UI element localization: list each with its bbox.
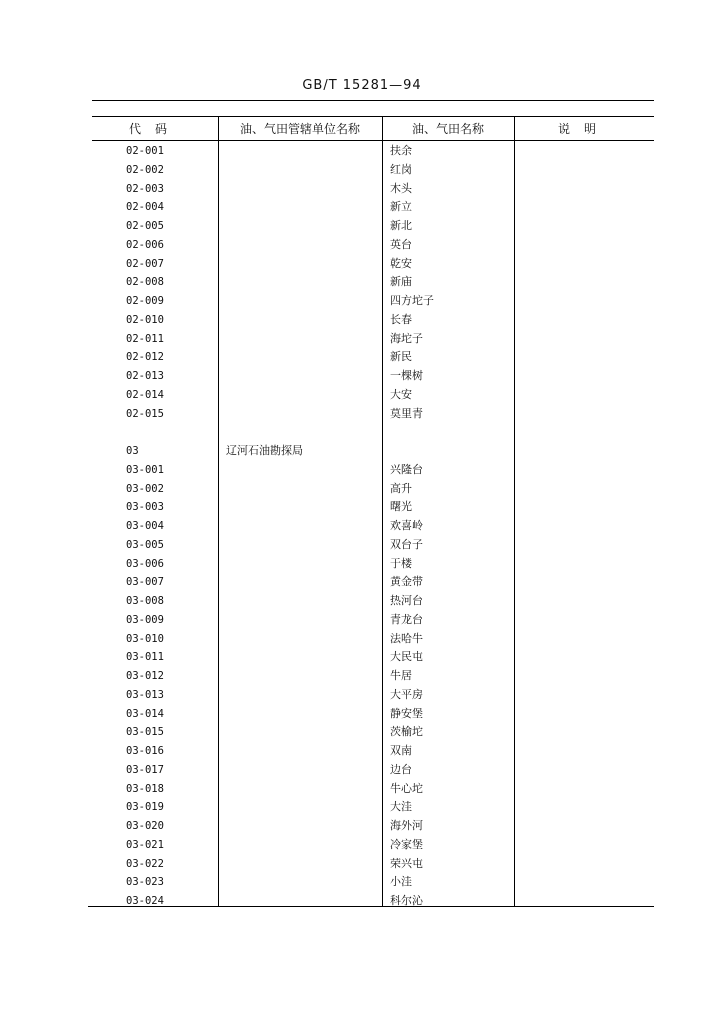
row-code: 02-015 (126, 407, 164, 420)
row-code: 03-004 (126, 520, 164, 532)
row-field-name: 大平房 (390, 687, 423, 701)
row-field-name: 双台子 (390, 537, 423, 551)
header-code: 代码 (128, 122, 181, 136)
row-code: 02-009 (126, 295, 164, 307)
table-body (92, 142, 654, 911)
row-code: 03-006 (126, 557, 164, 570)
table-row (92, 723, 654, 742)
row-field-name: 红岗 (390, 162, 412, 176)
row-field-name: 四方坨子 (390, 294, 434, 307)
row-field-name: 牛居 (390, 669, 412, 682)
row-code: 03-021 (126, 838, 164, 851)
row-field-name: 海外河 (390, 819, 423, 832)
table-row (92, 817, 654, 836)
row-field-name: 新庙 (390, 275, 412, 289)
row-field-name: 新北 (390, 219, 412, 232)
row-code: 03-018 (126, 782, 164, 795)
table-row (92, 180, 654, 199)
row-field-name: 莫里青 (390, 406, 423, 420)
row-field-name: 大民屯 (390, 650, 423, 664)
row-field-name: 兴隆台 (390, 462, 423, 476)
table-row (92, 555, 654, 574)
table-row (92, 592, 654, 611)
row-code: 03-016 (126, 745, 164, 757)
row-field-name: 荣兴屯 (390, 856, 423, 870)
table-row (92, 348, 654, 367)
row-code: 02-001 (126, 145, 164, 157)
row-code: 03-022 (126, 857, 164, 870)
row-field-name: 冷家堡 (390, 837, 423, 851)
table-row (92, 217, 654, 236)
table-row (92, 517, 654, 536)
row-code: 02-002 (126, 163, 164, 176)
table-row (92, 330, 654, 349)
table-row (92, 498, 654, 517)
row-code: 03 (126, 445, 139, 457)
header-note: 说明 (557, 122, 610, 136)
row-code: 03-007 (126, 576, 164, 589)
table-row (92, 780, 654, 799)
table-row (92, 873, 654, 892)
header-field-name: 油、气田名称 (411, 122, 484, 136)
row-code: 02-004 (126, 201, 164, 214)
row-field-name: 青龙台 (390, 612, 423, 626)
table-row (92, 798, 654, 817)
table-row (92, 236, 654, 255)
table-row (92, 761, 654, 780)
document-code: GB/T 15281—94 (302, 78, 422, 93)
table-row (92, 705, 654, 724)
row-code: 02-010 (126, 313, 164, 326)
row-code: 03-001 (126, 463, 164, 476)
row-code: 03-009 (126, 613, 164, 626)
row-field-name: 欢喜岭 (390, 519, 423, 532)
row-field-name: 法哈牛 (390, 631, 423, 645)
table-row (92, 480, 654, 499)
row-code: 03-014 (126, 707, 164, 720)
row-field-name: 一棵树 (390, 369, 423, 382)
row-code: 03-012 (126, 670, 164, 682)
row-code: 02-008 (126, 276, 164, 289)
row-code: 03-003 (126, 501, 164, 514)
row-code: 02-013 (126, 370, 164, 382)
row-field-name: 于楼 (390, 556, 412, 570)
table-row (92, 536, 654, 555)
table-row (92, 405, 654, 424)
table-row (92, 742, 654, 761)
table-header (92, 118, 654, 140)
row-field-name: 黄金带 (390, 575, 423, 589)
table-row (92, 611, 654, 630)
row-field-name: 新民 (390, 350, 412, 364)
table-row (92, 311, 654, 330)
header-bottom-border (92, 140, 654, 141)
table-row (92, 648, 654, 667)
row-code: 02-007 (126, 257, 164, 270)
row-code: 02-006 (126, 238, 164, 251)
row-field-name: 边台 (390, 762, 412, 776)
row-code: 03-020 (126, 820, 164, 832)
table-row (92, 142, 654, 161)
table-row (92, 161, 654, 180)
row-field-name: 海坨子 (390, 331, 423, 345)
table-row (92, 686, 654, 705)
row-code: 03-017 (126, 763, 164, 776)
table-row (92, 292, 654, 311)
row-code: 03-008 (126, 595, 164, 607)
row-code: 03-005 (126, 538, 164, 551)
table-row (92, 198, 654, 217)
top-rule (92, 100, 654, 101)
row-field-name: 静安堡 (390, 706, 423, 720)
row-code: 02-011 (126, 332, 164, 345)
table-row (92, 273, 654, 292)
row-field-name: 科尔沁 (390, 894, 423, 907)
row-code: 03-015 (126, 726, 164, 739)
table-row (92, 423, 654, 442)
table-row (92, 367, 654, 386)
row-field-name: 茨榆坨 (390, 725, 423, 739)
row-field-name: 木头 (390, 181, 412, 195)
row-field-name: 长春 (390, 312, 412, 326)
row-code: 02-012 (126, 351, 164, 364)
row-field-name: 大洼 (390, 800, 412, 814)
header-top-border (92, 116, 654, 117)
table-row (92, 855, 654, 874)
row-field-name: 英台 (390, 237, 412, 251)
row-code: 02-003 (126, 182, 164, 195)
row-field-name: 高升 (390, 481, 412, 495)
header-unit: 油、气田管辖单位名称 (239, 122, 360, 136)
table-row (92, 573, 654, 592)
table-row (92, 255, 654, 274)
row-code: 03-002 (126, 482, 164, 495)
row-field-name: 曙光 (390, 500, 412, 514)
row-field-name: 双南 (390, 744, 412, 757)
table-row (92, 836, 654, 855)
table-row (92, 461, 654, 480)
row-code: 02-014 (126, 388, 164, 401)
row-unit: 辽河石油勘探局 (226, 444, 303, 457)
row-field-name: 热河台 (390, 594, 423, 607)
table-row (92, 892, 654, 911)
row-code: 03-024 (126, 895, 164, 907)
row-code: 03-010 (126, 632, 164, 645)
table-row (92, 667, 654, 686)
row-field-name: 牛心坨 (390, 781, 423, 795)
row-field-name: 扶余 (390, 144, 412, 157)
row-code: 03-023 (126, 876, 164, 889)
row-field-name: 小洼 (390, 875, 412, 889)
row-code: 02-005 (126, 220, 164, 232)
row-code: 03-019 (126, 801, 164, 814)
row-field-name: 大安 (390, 387, 412, 401)
row-field-name: 新立 (390, 200, 412, 214)
row-code: 03-013 (126, 688, 164, 701)
table-row (92, 630, 654, 649)
row-code: 03-011 (126, 651, 164, 664)
row-field-name: 乾安 (390, 256, 412, 270)
table-row (92, 386, 654, 405)
table-row (92, 442, 654, 461)
